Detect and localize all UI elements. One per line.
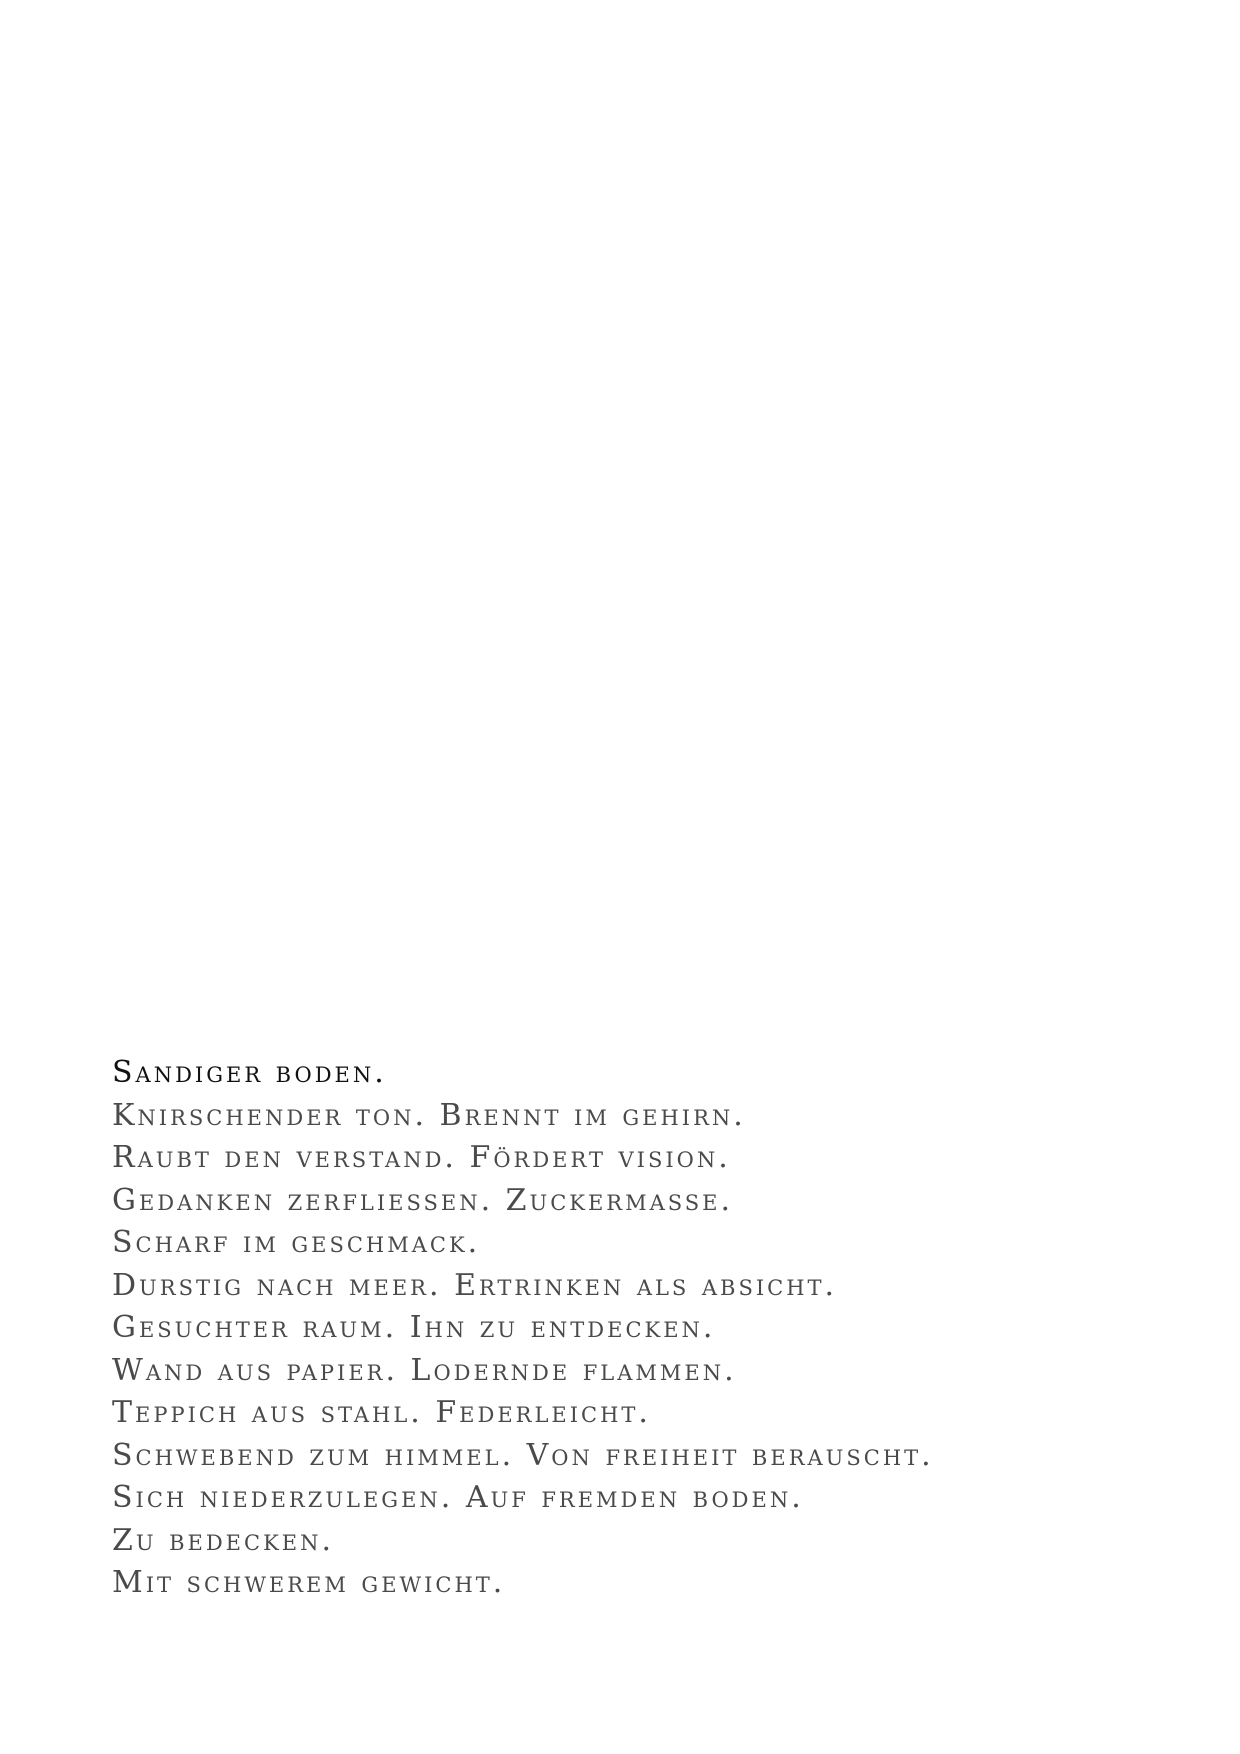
poem-line-4: Gedanken zerfliessen. Zuckermasse.	[112, 1182, 734, 1218]
poem-line-2: Knirschender ton. Brennt im gehirn.	[112, 1097, 746, 1133]
poem-line-9: Teppich aus stahl. Federleicht.	[112, 1395, 651, 1430]
poem-line-5: Scharf im geschmack.	[112, 1225, 481, 1260]
poem-line-12: Zu bedecken.	[112, 1522, 335, 1558]
poem-line-3: Raubt den verstand. Fördert vision.	[112, 1140, 731, 1175]
poem-line-11: Sich niederzulegen. Auf fremden boden.	[112, 1480, 804, 1515]
poem-line-6: Durstig nach meer. Ertrinken als absicht.	[112, 1267, 838, 1303]
poem-line-13: Mit schwerem gewicht.	[112, 1565, 506, 1600]
poem-line-1: Sandiger boden.	[112, 1055, 387, 1090]
poem-line-7: Gesuchter raum. Ihn zu entdecken.	[112, 1310, 716, 1345]
poem-line-10: Schwebend zum himmel. Von freiheit berauscht.	[112, 1437, 934, 1473]
poem-block	[112, 1052, 1192, 1605]
poem-line-8: Wand aus papier. Lodernde flammen.	[112, 1352, 737, 1388]
